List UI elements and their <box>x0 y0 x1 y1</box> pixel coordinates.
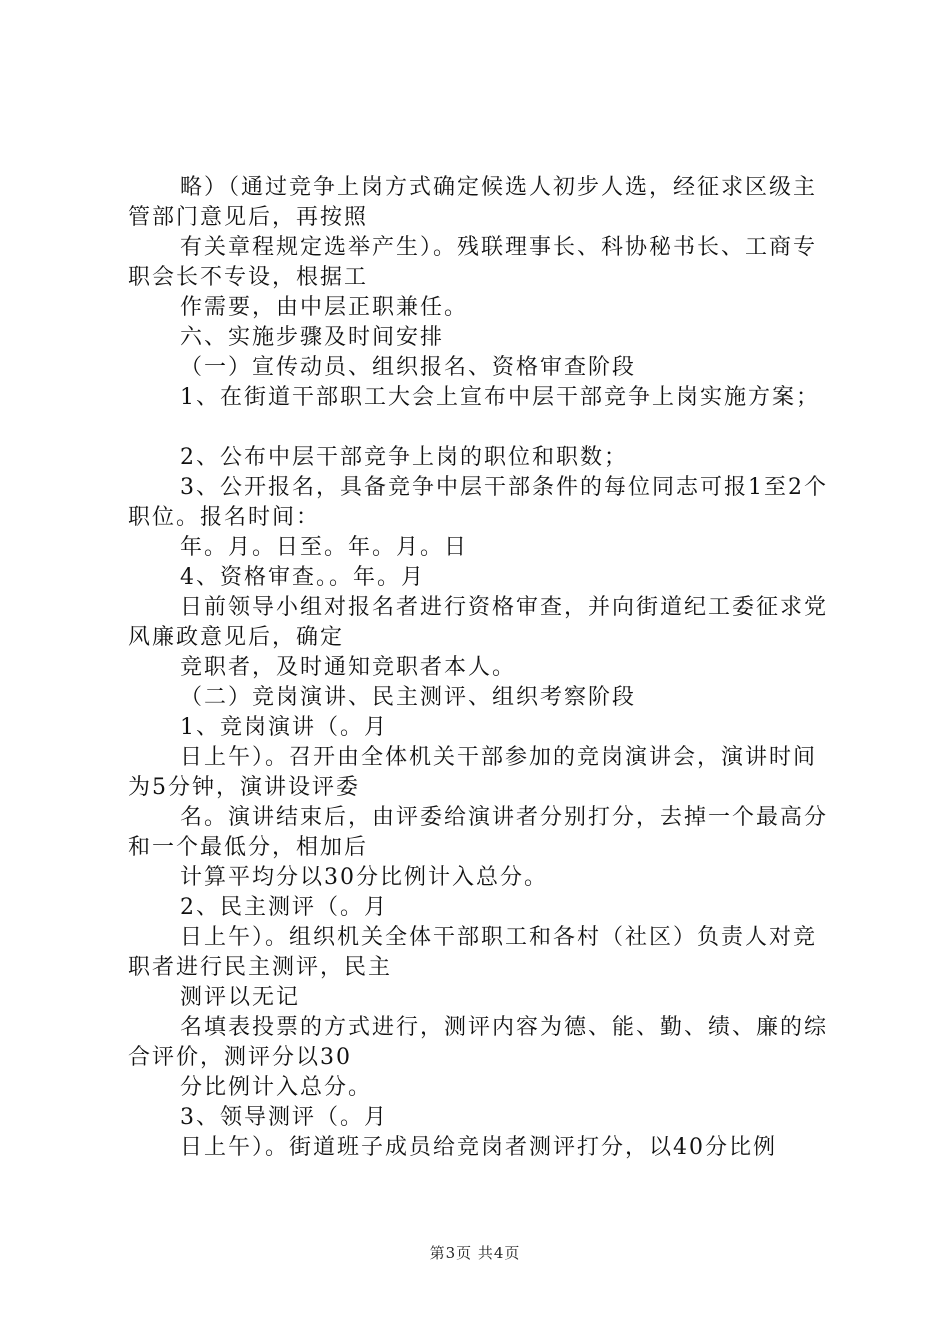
paragraph: 年。月。日至。年。月。日 <box>180 535 469 560</box>
page-number-footer: 第3页 共4页 <box>429 1244 521 1262</box>
paragraph: 日上午）。召开由全体机关干部参加的竞岗演讲会，演讲时间为5分钟，演讲设评委 <box>128 745 818 800</box>
paragraph: 2、公布中层干部竞争上岗的职位和职数； <box>180 445 628 470</box>
paragraph: 日上午）。街道班子成员给竞岗者测评打分，以40分比例 <box>180 1135 777 1160</box>
paragraph: 分比例计入总分。 <box>180 1075 373 1100</box>
paragraph: 1、竞岗演讲（。月 <box>180 715 388 740</box>
paragraph: 1、在街道干部职工大会上宣布中层干部竞争上岗实施方案； <box>180 385 820 410</box>
subsection-heading: （一）宣传动员、组织报名、资格审查阶段 <box>180 355 637 380</box>
paragraph: 有关章程规定选举产生）。残联理事长、科协秘书长、工商专职会长不专设，根据工 <box>128 235 818 290</box>
paragraph: 略）（通过竞争上岗方式确定候选人初步人选，经征求区级主管部门意见后，再按照 <box>128 175 818 230</box>
paragraph: 测评以无记 <box>180 985 301 1010</box>
paragraph: 竞职者，及时通知竞职者本人。 <box>180 655 517 680</box>
paragraph: 4、资格审查。。年。月 <box>180 565 425 590</box>
paragraph: 作需要，由中层正职兼任。 <box>180 295 469 320</box>
paragraph: 计算平均分以30分比例计入总分。 <box>180 865 548 890</box>
document-body <box>128 173 840 1163</box>
paragraph: 3、领导测评（。月 <box>180 1105 388 1130</box>
paragraph: 日上午）。组织机关全体干部职工和各村（社区）负责人对竞职者进行民主测评，民主 <box>128 925 818 980</box>
paragraph: 日前领导小组对报名者进行资格审查，并向街道纪工委征求党风廉政意见后，确定 <box>128 595 829 650</box>
subsection-heading: （二）竞岗演讲、民主测评、组织考察阶段 <box>180 685 637 710</box>
paragraph: 3、公开报名，具备竞争中层干部条件的每位同志可报1至2个职位。报名时间： <box>128 475 828 530</box>
paragraph: 名。演讲结束后，由评委给演讲者分别打分，去掉一个最高分和一个最低分，相加后 <box>128 805 829 860</box>
paragraph: 2、民主测评（。月 <box>180 895 388 920</box>
section-heading: 六、实施步骤及时间安排 <box>180 325 445 350</box>
paragraph: 名填表投票的方式进行，测评内容为德、能、勤、绩、廉的综合评价，测评分以30 <box>128 1015 829 1070</box>
